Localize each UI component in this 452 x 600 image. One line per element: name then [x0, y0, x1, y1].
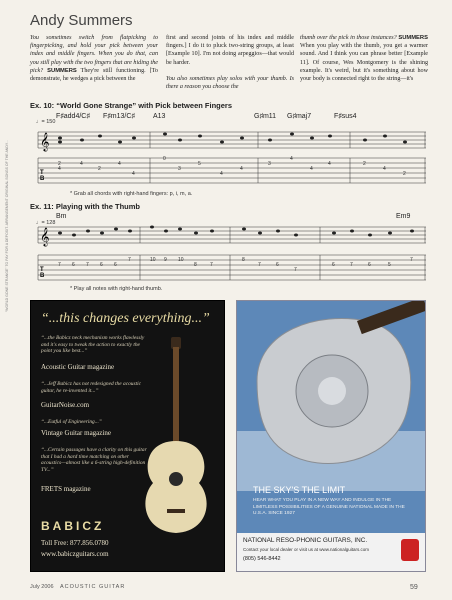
svg-text:10: 10	[178, 257, 184, 263]
ad-phone: (805) 546-8442	[243, 556, 281, 562]
interview-question: You also sometimes play solos with your thumb. Is there a reason you choose the	[166, 76, 294, 91]
ad-quote: “...the Babicz neck mechanism works flawlessly and it's easy to tweak the action to exactly the point you like best...”	[41, 335, 145, 355]
article-column-2	[166, 34, 294, 91]
resonator-guitar-image	[237, 301, 426, 476]
chord-symbol: F♯m13/C♯	[103, 113, 135, 120]
interview-question: thumb over the pick in those instances?	[300, 35, 397, 41]
example-10-notation	[30, 120, 426, 192]
example-11-title: Ex. 11: Playing with the Thumb	[30, 202, 141, 211]
svg-text:4: 4	[132, 171, 135, 177]
ad-brand-logo: BABICZ	[41, 519, 105, 533]
footer-magazine-name: ACOUSTIC GUITAR	[60, 584, 126, 590]
svg-text:7: 7	[210, 262, 213, 268]
ad-quote-source: Acoustic Guitar magazine	[41, 363, 115, 371]
svg-text:4: 4	[290, 156, 293, 162]
chord-symbol: F♯add4/C♯	[56, 113, 90, 120]
svg-text:8: 8	[242, 257, 245, 263]
ad-website-link[interactable]: www.babiczguitars.com	[41, 550, 109, 558]
ad-body: HEAR WHAT YOU PLAY IN A NEW WAY AND INDULGE IN THE LIMITLESS POSSIBILITIES OF A GENUINE NATIONAL MADE IN THE U.S.A. SINCE 1927	[253, 498, 405, 516]
ad-phone: Toll Free: 877.856.0780	[41, 539, 109, 547]
svg-text:4: 4	[220, 171, 223, 177]
speaker-label: SUMMERS	[398, 35, 428, 41]
svg-text:4: 4	[80, 161, 83, 167]
ad-headline: THE SKY'S THE LIMIT	[253, 485, 346, 495]
svg-text:2: 2	[363, 161, 366, 167]
svg-text:7: 7	[258, 262, 261, 268]
ad-company-name: NATIONAL RESO-PHONIC GUITARS, INC.	[243, 537, 368, 544]
ad-quote-source: FRETS magazine	[41, 485, 91, 493]
svg-text:𝄞: 𝄞	[40, 132, 50, 151]
article-column-3	[300, 34, 428, 83]
svg-text:6: 6	[276, 262, 279, 268]
chord-symbol: Em9	[396, 213, 411, 220]
svg-text:4: 4	[310, 166, 313, 172]
svg-text:5: 5	[388, 262, 391, 268]
chord-symbol: F♯sus4	[334, 113, 357, 120]
example-10-title: Ex. 10: “World Gone Strange” with Pick between Fingers	[30, 101, 232, 110]
babicz-ad[interactable]	[30, 300, 225, 572]
svg-text:0: 0	[163, 156, 166, 162]
svg-text:6: 6	[114, 262, 117, 268]
svg-text:9: 9	[164, 257, 167, 263]
svg-text:B: B	[40, 176, 45, 182]
svg-text:6: 6	[72, 262, 75, 268]
svg-text:2: 2	[58, 161, 61, 167]
ad-quote: “...Certain passages have a clarity on this guitar that I had a hard time matching on other acoustics—almost like a 6-string high-definition TV...”	[41, 447, 147, 473]
svg-text:7: 7	[128, 257, 131, 263]
ad-quote: “...Jeff Babicz has not redesigned the acoustic guitar, he re-invented it...”	[41, 381, 141, 394]
svg-text:5: 5	[198, 161, 201, 167]
ad-quote-source: GuitarNoise.com	[41, 401, 90, 409]
svg-text:4: 4	[58, 166, 61, 172]
chord-symbol: G♯m11	[254, 113, 277, 120]
national-reso-phonic-ad[interactable]	[236, 300, 426, 572]
example-11-note: * Play all notes with right-hand thumb.	[70, 286, 163, 292]
svg-text:8: 8	[194, 262, 197, 268]
svg-text:3: 3	[178, 166, 181, 172]
svg-text:4: 4	[118, 161, 121, 167]
svg-text:3: 3	[268, 161, 271, 167]
page-number: 59	[410, 584, 418, 591]
svg-text:6: 6	[368, 262, 371, 268]
svg-text:2: 2	[98, 166, 101, 172]
svg-text:2: 2	[403, 171, 406, 177]
speaker-label: SUMMERS	[47, 67, 77, 74]
svg-text:7: 7	[58, 262, 61, 268]
acoustic-guitar-image	[133, 331, 221, 541]
svg-text:4: 4	[240, 166, 243, 172]
ad-quote-source: Vintage Guitar magazine	[41, 429, 111, 437]
svg-text:𝄞: 𝄞	[40, 227, 50, 246]
svg-text:7: 7	[350, 262, 353, 268]
example-10-note: * Grab all chords with right-hand fingers: p, i, m, a.	[70, 191, 193, 197]
example-11-tempo: ♩= 128	[36, 220, 56, 226]
svg-text:10: 10	[150, 257, 156, 263]
ad-headline: “...this changes everything...”	[41, 311, 210, 326]
svg-text:T: T	[40, 267, 44, 273]
example-10-tempo: ♩= 150	[36, 119, 56, 125]
national-shield-logo	[401, 539, 419, 561]
side-credit: “WORLD GONE STRANGE” TO PAY FOR A DEPOSIT. ARRANGEMENT ORIGINAL SONGS OF THE ANDY...	[5, 140, 9, 312]
interview-question: You sometimes switch from flatpicking to fingerpicking, and hold your pick between your index and middle fingers. When you do that, can you still play with the two fingers that are hiding the pick?	[30, 35, 158, 74]
ad-quote: “...Eutful of Engineering...”	[41, 419, 102, 425]
article-author-header: Andy Summers	[30, 12, 133, 29]
svg-text:7: 7	[86, 262, 89, 268]
chord-symbol: G♯maj7	[287, 113, 312, 120]
interview-answer: When you play with the thumb, you get a warmer sound. And I think you can phrase better [Example 11]. Of course, Wes Montgomery is the shining example. It's weird, but it's something about how your body is connected right to the string—it's	[300, 43, 428, 83]
svg-text:7: 7	[294, 267, 297, 273]
svg-text:7: 7	[410, 257, 413, 263]
interview-answer: first and second joints of his index and middle fingers.] I do it to pluck two-string groups, at least [Example 10]. I'm not doing arpeggios—that would be harder.	[166, 35, 294, 66]
svg-text:4: 4	[383, 166, 386, 172]
interview-answer: They're still functioning. [To demonstrate, he wedges a pick between the	[30, 67, 158, 83]
svg-text:4: 4	[328, 161, 331, 167]
ad-contact-text[interactable]: Contact your local dealer or visit us at www.nationalguitars.com	[243, 547, 370, 552]
svg-text:6: 6	[332, 262, 335, 268]
footer-date: July 2006	[30, 584, 54, 590]
svg-text:B: B	[40, 273, 45, 279]
chord-symbol: Bm	[56, 213, 67, 220]
chord-symbol: A13	[153, 113, 166, 120]
example-11-notation	[30, 221, 426, 287]
svg-text:6: 6	[100, 262, 103, 268]
article-column-1	[30, 34, 158, 83]
svg-text:T: T	[40, 170, 44, 176]
